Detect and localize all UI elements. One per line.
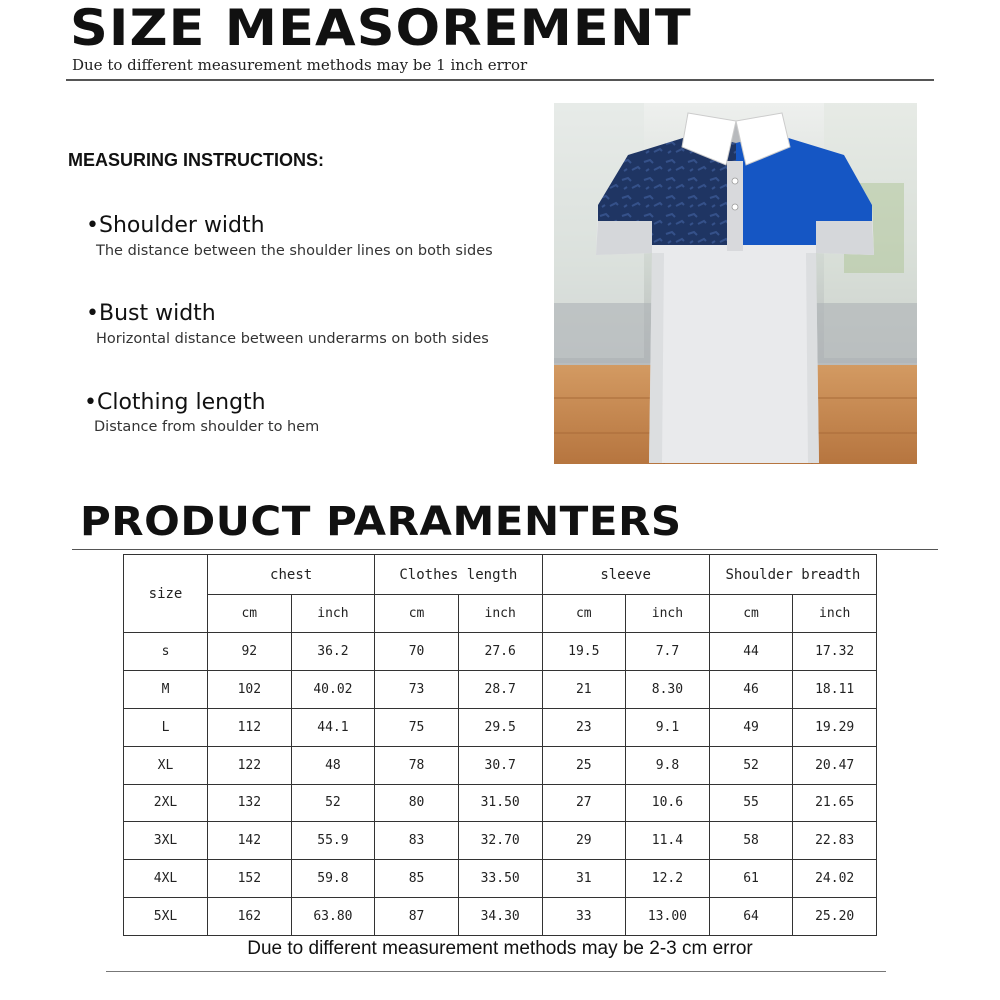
table-cell: 10.6 bbox=[626, 784, 710, 822]
table-cell: 46 bbox=[709, 670, 793, 708]
table-cell: 29.5 bbox=[458, 708, 542, 746]
size-table-container bbox=[123, 554, 877, 936]
table-cell: s bbox=[124, 633, 208, 671]
table-cell: 28.7 bbox=[458, 670, 542, 708]
table-cell: 32.70 bbox=[458, 822, 542, 860]
instructions-heading: MEASURING INSTRUCTIONS: bbox=[68, 150, 324, 170]
table-cell: 44 bbox=[709, 633, 793, 671]
table-cell: 142 bbox=[208, 822, 292, 860]
table-cell: 85 bbox=[375, 860, 459, 898]
table-cell: 61 bbox=[709, 860, 793, 898]
table-cell: 11.4 bbox=[626, 822, 710, 860]
table-cell: 55.9 bbox=[291, 822, 375, 860]
unit-header: cm bbox=[375, 595, 459, 633]
table-cell: 63.80 bbox=[291, 898, 375, 936]
product-photo bbox=[554, 103, 917, 464]
table-cell: 92 bbox=[208, 633, 292, 671]
table-cell: 17.32 bbox=[793, 633, 877, 671]
table-row bbox=[124, 670, 877, 708]
bust-width-heading: •Bust width bbox=[86, 301, 216, 326]
divider bbox=[106, 971, 886, 972]
table-cell: L bbox=[124, 708, 208, 746]
table-cell: 9.8 bbox=[626, 746, 710, 784]
chest-header: chest bbox=[208, 555, 375, 595]
table-cell: 12.2 bbox=[626, 860, 710, 898]
table-cell: 48 bbox=[291, 746, 375, 784]
table-cell: 2XL bbox=[124, 784, 208, 822]
table-cell: 132 bbox=[208, 784, 292, 822]
unit-header: cm bbox=[542, 595, 626, 633]
table-cell: 83 bbox=[375, 822, 459, 860]
table-cell: 64 bbox=[709, 898, 793, 936]
table-cell: 30.7 bbox=[458, 746, 542, 784]
bust-width-desc: Horizontal distance between underarms on both sides bbox=[96, 331, 489, 347]
table-cell: 31.50 bbox=[458, 784, 542, 822]
table-row bbox=[124, 708, 877, 746]
table-cell: 24.02 bbox=[793, 860, 877, 898]
table-cell: 4XL bbox=[124, 860, 208, 898]
table-row bbox=[124, 822, 877, 860]
shoulder-width-heading: •Shoulder width bbox=[86, 213, 265, 238]
table-cell: 25.20 bbox=[793, 898, 877, 936]
error-note: Due to different measurement methods may be 1 inch error bbox=[72, 56, 528, 74]
table-row bbox=[124, 633, 877, 671]
table-cell: 40.02 bbox=[291, 670, 375, 708]
unit-header: inch bbox=[291, 595, 375, 633]
table-cell: 112 bbox=[208, 708, 292, 746]
table-cell: 13.00 bbox=[626, 898, 710, 936]
table-cell: 27 bbox=[542, 784, 626, 822]
table-cell: 87 bbox=[375, 898, 459, 936]
table-cell: 7.7 bbox=[626, 633, 710, 671]
table-cell: 21 bbox=[542, 670, 626, 708]
table-cell: 33 bbox=[542, 898, 626, 936]
table-cell: XL bbox=[124, 746, 208, 784]
size-header: size bbox=[124, 555, 208, 633]
sleeve-header: sleeve bbox=[542, 555, 709, 595]
table-cell: 162 bbox=[208, 898, 292, 936]
table-cell: 34.30 bbox=[458, 898, 542, 936]
table-cell: 22.83 bbox=[793, 822, 877, 860]
table-cell: M bbox=[124, 670, 208, 708]
table-cell: 25 bbox=[542, 746, 626, 784]
table-cell: 31 bbox=[542, 860, 626, 898]
table-row bbox=[124, 784, 877, 822]
clothes-length-header: Clothes length bbox=[375, 555, 542, 595]
table-cell: 27.6 bbox=[458, 633, 542, 671]
table-cell: 59.8 bbox=[291, 860, 375, 898]
clothing-length-heading: •Clothing length bbox=[84, 390, 266, 415]
polo-shirt-illustration bbox=[554, 103, 917, 464]
table-cell: 19.5 bbox=[542, 633, 626, 671]
clothing-length-desc: Distance from shoulder to hem bbox=[94, 419, 320, 435]
unit-header: inch bbox=[626, 595, 710, 633]
unit-header: cm bbox=[709, 595, 793, 633]
table-cell: 3XL bbox=[124, 822, 208, 860]
table-cell: 78 bbox=[375, 746, 459, 784]
table-cell: 75 bbox=[375, 708, 459, 746]
table-cell: 20.47 bbox=[793, 746, 877, 784]
table-cell: 58 bbox=[709, 822, 793, 860]
size-table bbox=[123, 554, 877, 936]
table-cell: 36.2 bbox=[291, 633, 375, 671]
table-cell: 9.1 bbox=[626, 708, 710, 746]
table-cell: 152 bbox=[208, 860, 292, 898]
table-cell: 23 bbox=[542, 708, 626, 746]
table-cell: 44.1 bbox=[291, 708, 375, 746]
shoulder-width-desc: The distance between the shoulder lines on both sides bbox=[96, 243, 493, 259]
table-units-row bbox=[124, 595, 877, 633]
table-cell: 19.29 bbox=[793, 708, 877, 746]
table-cell: 102 bbox=[208, 670, 292, 708]
page-title: SIZE MEASOREMENT bbox=[70, 0, 692, 57]
section-title: PRODUCT PARAMENTERS bbox=[80, 499, 682, 545]
shoulder-breadth-header: Shoulder breadth bbox=[709, 555, 876, 595]
table-cell: 73 bbox=[375, 670, 459, 708]
table-header-row bbox=[124, 555, 877, 595]
unit-header: cm bbox=[208, 595, 292, 633]
table-cell: 122 bbox=[208, 746, 292, 784]
table-cell: 8.30 bbox=[626, 670, 710, 708]
divider bbox=[66, 79, 934, 81]
table-cell: 70 bbox=[375, 633, 459, 671]
table-cell: 21.65 bbox=[793, 784, 877, 822]
footer-note: Due to different measurement methods may be 2-3 cm error bbox=[247, 938, 753, 959]
table-row bbox=[124, 746, 877, 784]
table-cell: 52 bbox=[709, 746, 793, 784]
table-cell: 18.11 bbox=[793, 670, 877, 708]
table-cell: 33.50 bbox=[458, 860, 542, 898]
table-row bbox=[124, 860, 877, 898]
divider bbox=[72, 549, 938, 550]
table-cell: 5XL bbox=[124, 898, 208, 936]
table-cell: 29 bbox=[542, 822, 626, 860]
unit-header: inch bbox=[458, 595, 542, 633]
table-cell: 55 bbox=[709, 784, 793, 822]
table-cell: 80 bbox=[375, 784, 459, 822]
table-row bbox=[124, 898, 877, 936]
table-cell: 52 bbox=[291, 784, 375, 822]
unit-header: inch bbox=[793, 595, 877, 633]
table-cell: 49 bbox=[709, 708, 793, 746]
